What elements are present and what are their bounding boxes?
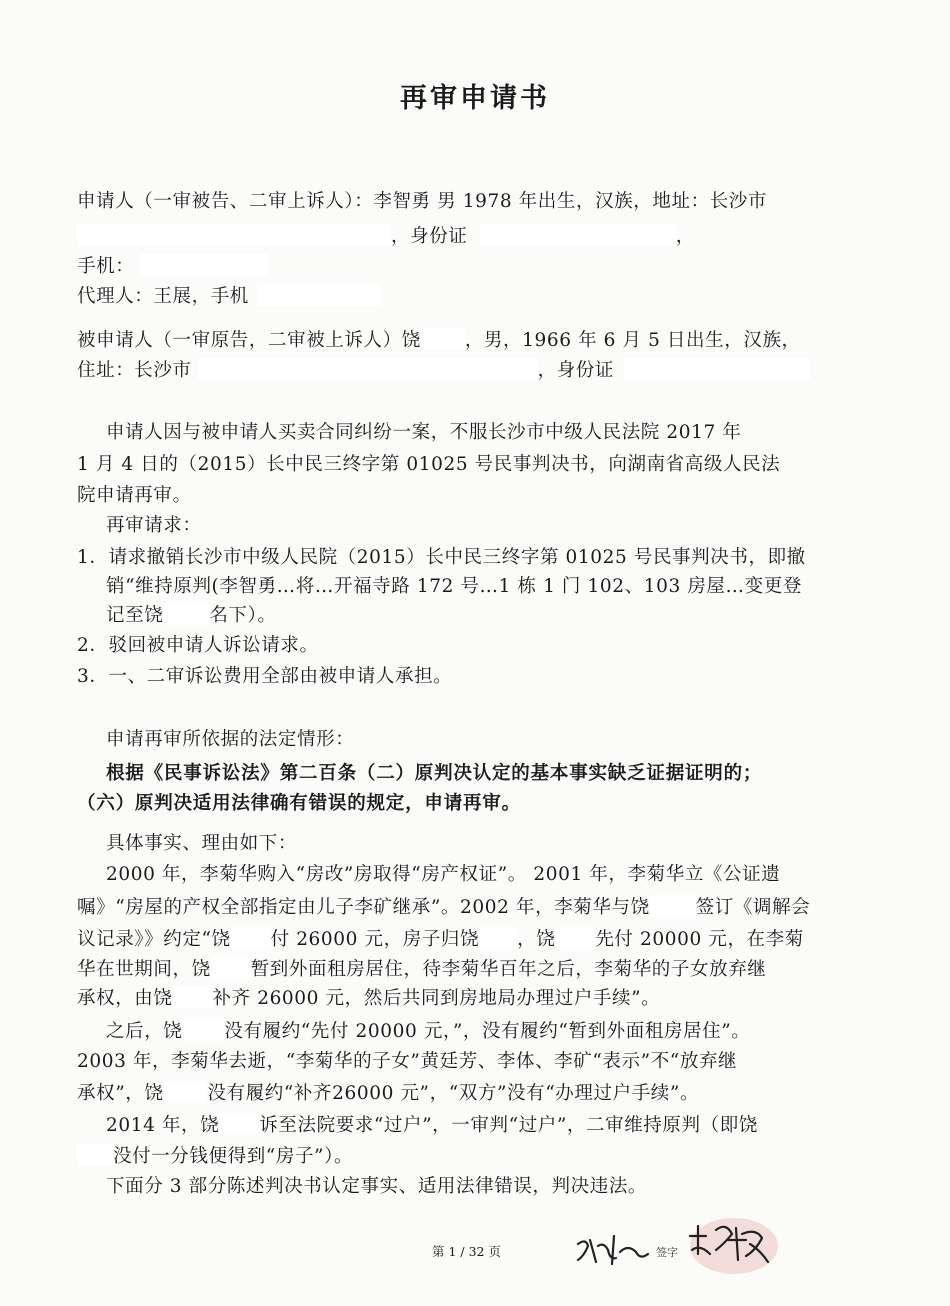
redaction-box [624,358,810,380]
intro-line: 院申请再审。 [77,485,192,506]
facts-line: 议记录》》约定“饶 付 26000 元，房子归饶 ，饶 先付 20000 元，在李菊 [77,929,804,950]
request-item-3: 3．一、二审诉讼费用全部由被申请人承担。 [77,666,453,687]
redaction-box [480,224,676,246]
redaction-box [198,358,538,380]
redaction-box [173,986,213,1008]
facts-line: 没付一分钱便得到“房子”）。 [77,1144,353,1169]
handwritten-signature-left [570,1222,660,1272]
redaction-box [231,927,271,949]
respondent-line: 被申请人（一审原告，二审被上诉人）饶 ，男，1966 年 6 月 5 日出生，汉族， [77,330,801,351]
basis-heading: 申请再审所依据的法定情形： [106,729,355,750]
request-item-2: 2．驳回被申请人诉讼请求。 [77,635,319,656]
sign-label: 签字 [656,1246,678,1259]
redaction-box [650,895,696,917]
agent-line: 代理人：王展，手机 [77,284,381,309]
redaction-box [555,927,595,949]
facts-line: 2003 年，李菊华去逝，“李菊华的子女”黄廷芳、李体、李矿“表示”不“放弃继 [77,1051,738,1072]
facts-line: 承权”，饶 没有履约“补齐26000 元”，“双方”没有“办理过户手续”。 [77,1083,700,1104]
respondent-address-line: 住址：长沙市 ，身份证 [77,358,810,383]
facts-line: 华在世期间，饶 暂到外面租房居住，待李菊华百年之后，李菊华的子女放弃继 [77,959,767,980]
applicant-line: 申请人（一审被告、二审上诉人）：李智勇 男 1978 年出生，汉族，地址：长沙市 [77,191,767,212]
facts-line: 下面分 3 部分陈述判决书认定事实、适用法律错误，判决违法。 [106,1176,648,1197]
facts-heading: 具体事实、理由如下： [106,833,298,854]
redaction-box [77,1144,113,1166]
redaction-box [77,224,391,246]
request-item-1: 1．请求撤销长沙市中级人民院（2015）长中民三终字第 01025 号民事判决书，即撤 [77,547,806,568]
facts-line: 之后，饶 没有履约“先付 20000 元，”，没有履约“暂到外面租房居住”。 [106,1021,751,1042]
document-title: 再审申请书 [400,83,550,114]
facts-line: 嘱》“房屋的产权全部指定由儿子李矿继承”。2002 年，李菊华与饶 签订《调解会 [77,897,811,918]
redaction-box [219,1113,259,1135]
basis-bold-line: 根据《民事诉讼法》第二百条（二）原判决认定的基本事实缺乏证据证明的； [106,763,763,784]
applicant-phone-line: 手机： [77,254,268,279]
request-item-1-cont: 销“维持原判(李智勇…将…开福寺路 172 号…1 栋 1 门 102、103 房屋…变更登 [106,576,802,597]
redaction-box [163,1081,207,1103]
intro-line: 申请人因与被申请人买卖合同纠纷一案，不服长沙市中级人民法院 2017 年 [106,422,742,443]
redaction-box [182,1019,224,1041]
redaction-box [140,254,268,276]
redaction-box [479,927,517,949]
facts-line: 承权，由饶 补齐 26000 元，然后共同到房地局办理过户手续”。 [77,988,661,1009]
applicant-address-line: ，身份证 ， [77,224,695,249]
redaction-box [163,603,209,625]
request-heading: 再审请求： [106,515,202,536]
facts-line: 2014 年，饶 诉至法院要求“过户”，一审判“过户”，二审维持原判（即饶 [106,1115,758,1136]
redaction-box [211,957,251,979]
facts-line: 2000 年，李菊华购入“房改”房取得“房产权证”。 2001 年，李菊华立《公证遗 [106,864,781,885]
intro-line: 1 月 4 日的（2015）长中民三终字第 01025 号民事判决书，向湖南省高级人民法 [77,454,781,475]
redaction-box [257,284,381,306]
request-item-1-cont: 记至饶 名下）。 [106,605,277,626]
redaction-box [421,328,465,350]
basis-bold-line: （六）原判决适用法律确有错误的规定，申请再审。 [77,793,521,814]
handwritten-signature-right [676,1210,786,1280]
page-number: 第 1 / 32 页 [432,1244,501,1259]
